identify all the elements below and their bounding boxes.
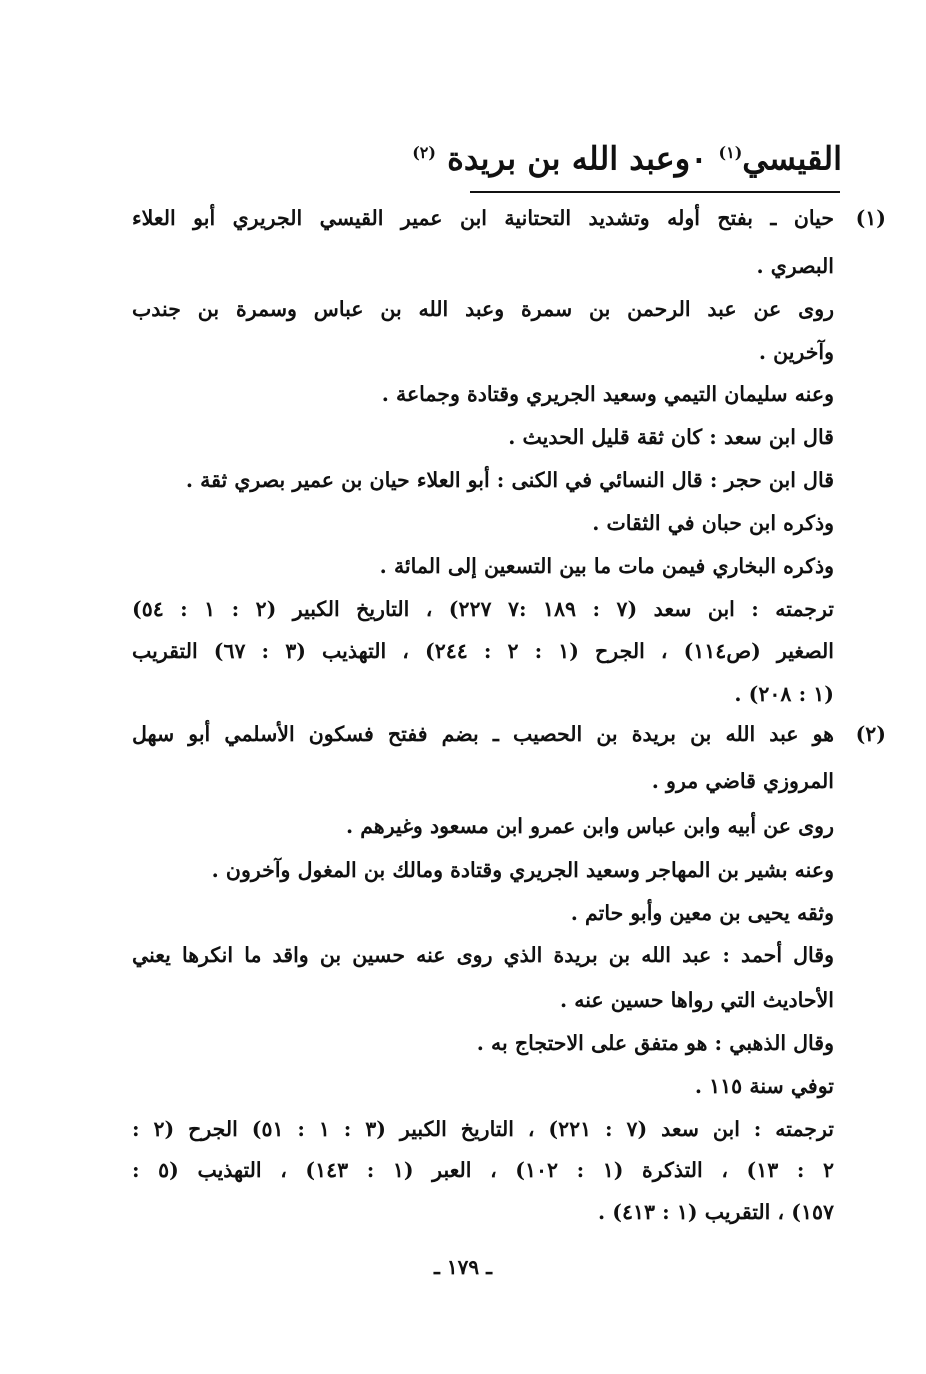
- footnote-line: (١) حيان ـ بفتح أوله وتشديد التحتانية ابن عمير القيسي الجريري أبو العلاء: [132, 196, 834, 240]
- footnote-ref-2: (٢): [412, 143, 436, 162]
- footnote-line: الصغير (ص١١٤) ، الجرح (١ : ٢ : ٢٤٤) ، التهذيب (٣ : ٦٧) التقريب: [132, 639, 834, 663]
- footnote-ref-1: (١): [718, 143, 743, 162]
- footnote-line: قال ابن سعد : كان ثقة قليل الحديث .: [508, 425, 834, 449]
- footnote-line: وذكره البخاري فيمن مات ما بين التسعين إلى المائة .: [379, 554, 834, 578]
- footnote-number: (٢): [855, 722, 886, 746]
- footnote-line: توفي سنة ١١٥ .: [694, 1074, 834, 1098]
- footnote-line: وذكره ابن حبان في الثقات .: [592, 511, 834, 535]
- footnote-line: ٢ : ١٣) ، التذكرة (١ : ١٠٢) ، العبر (١ : ١٤٣) ، التهذيب (٥ :: [132, 1158, 834, 1182]
- footnote-number: (١): [855, 206, 886, 230]
- footnote-line: ١٥٧) ، التقريب (١ : ٤١٣) .: [597, 1200, 834, 1224]
- footnote-line: (١ : ٢٠٨) .: [734, 682, 834, 706]
- header-text-2: ٠وعبد الله بن بريدة: [447, 139, 708, 178]
- footnote-line: روى عن أبيه وابن عباس وابن عمرو ابن مسعود وغيرهم .: [345, 814, 834, 838]
- footnote-line: وعنه بشير بن المهاجر وسعيد الجريري وقتادة ومالك بن المغول وآخرون .: [211, 858, 834, 882]
- running-header: [412, 128, 842, 178]
- footnote-line: ترجمته : ابن سعد (٧ : ١٨٩ :٧ ٢٢٧) ، التاريخ الكبير (٢ : ١ : ٥٤): [132, 597, 834, 621]
- footnote-line: وآخرين .: [758, 340, 834, 364]
- footnote-line: الأحاديث التي رواها حسين عنه .: [559, 988, 834, 1012]
- footnote-line: وعنه سليمان التيمي وسعيد الجريري وقتادة وجماعة .: [381, 382, 834, 406]
- footnote-line: (٢) هو عبد الله بن بريدة بن الحصيب ـ بضم ففتح فسكون الأسلمي أبو سهل: [132, 712, 834, 756]
- footnote-line: وقال الذهبي : هو متفق على الاحتجاج به .: [476, 1031, 834, 1055]
- footnote-line: المروزي قاضي مرو .: [651, 769, 834, 793]
- header-text-1: القيسي: [742, 139, 842, 178]
- footnote-line: البصري .: [756, 254, 834, 278]
- footnote-line: ترجمته : ابن سعد (٧ : ٢٢١) ، التاريخ الكبير (٣ : ١ : ٥١) الجرح (٢ :: [132, 1117, 834, 1141]
- footnote-separator: [470, 191, 840, 193]
- footnote-line: روى عن عبد الرحمن بن سمرة وعبد الله بن عباس وسمرة بن جندب: [132, 297, 834, 321]
- footnote-line: وقال أحمد : عبد الله بن بريدة الذي روى عنه حسين بن واقد ما انكرها يعني: [132, 943, 834, 967]
- footnote-line: قال ابن حجر : قال النسائي في الكنى : أبو العلاء حيان بن عمير بصري ثقة .: [185, 468, 834, 492]
- page-number: ـ ١٧٩ ـ: [434, 1255, 492, 1279]
- footnote-line: وثقه يحيى بن معين وأبو حاتم .: [570, 901, 834, 925]
